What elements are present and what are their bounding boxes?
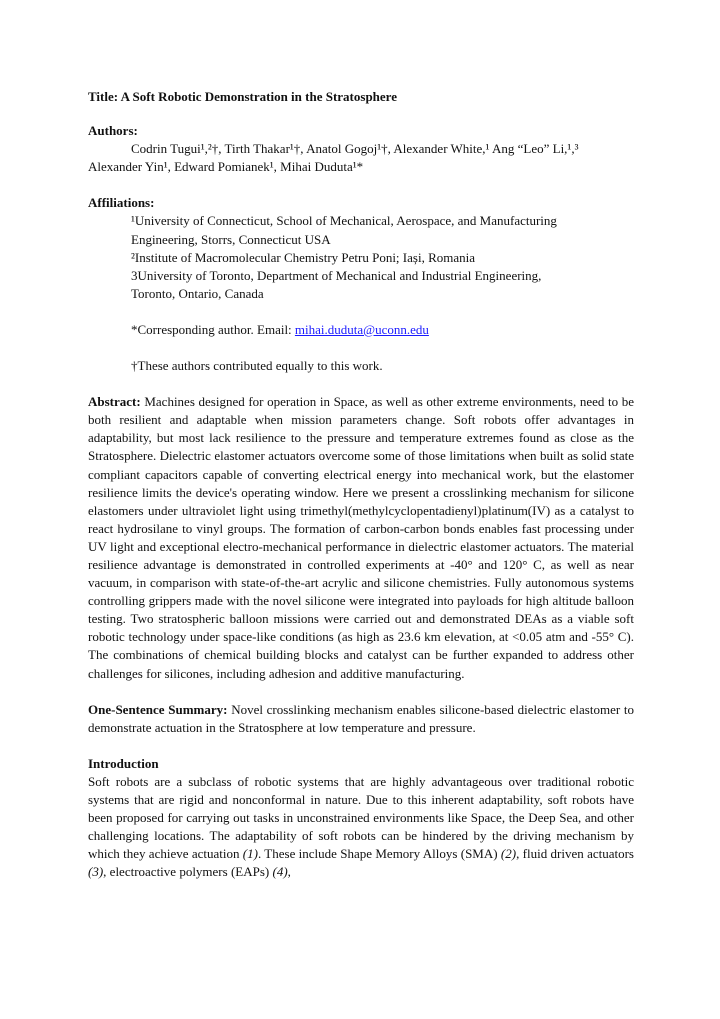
- affiliation-3-cont: Toronto, Ontario, Canada: [131, 285, 264, 301]
- summary-heading: One-Sentence Summary:: [88, 701, 228, 717]
- introduction-section: [88, 755, 634, 882]
- authors-heading: Authors:: [88, 123, 138, 139]
- introduction-heading: Introduction: [88, 755, 159, 771]
- affiliation-3: 3University of Toronto, Department of Mechanical and Industrial Engineering,: [131, 267, 542, 283]
- equal-contribution-note: †These authors contributed equally to this work.: [131, 358, 383, 374]
- email-link[interactable]: mihai.duduta@uconn.edu: [294, 321, 429, 337]
- paper-page: [88, 88, 634, 881]
- citation-4: (4): [272, 864, 288, 880]
- affiliation-2: ²Institute of Macromolecular Chemistry Petru Poni; Iași, Romania: [131, 249, 475, 265]
- affiliations-heading: Affiliations:: [88, 195, 155, 211]
- intro-text-e: ,: [287, 864, 291, 880]
- authors-section: [88, 122, 634, 176]
- intro-text-a: Soft robots are a subclass of robotic systems that are highly advantageous over traditional robotic systems that are rigid and nonconformal in nature. Due to this inherent adaptability, soft robots have been proposed for carrying out tasks in unconstrained environments like Space, the Deep Sea, and other challenging locations. The adaptability of soft robots can be hindered by the driving mechanism by which they achieve actuation: [88, 773, 634, 862]
- affiliation-1: ¹University of Connecticut, School of Mechanical, Aerospace, and Manufacturing: [131, 213, 557, 229]
- intro-text-c: , fluid driven actuators: [516, 846, 634, 862]
- citation-1: (1): [242, 846, 258, 862]
- citation-2: (2): [500, 846, 517, 862]
- affiliations-section: [88, 194, 634, 375]
- summary-text: Novel crosslinking mechanism enables silicone-based dielectric elastomer to demonstrate actuation in the Stratosphere at low temperature and pressure.: [88, 701, 635, 735]
- authors-line-1: Codrin Tugui¹,²†, Tirth Thakar¹†, Anatol Gogoj¹†, Alexander White,¹ Ang “Leo” Li,¹,³: [131, 141, 579, 157]
- citation-3: (3): [88, 864, 104, 880]
- corresponding-author: [88, 321, 634, 339]
- summary-section: [88, 701, 634, 737]
- affiliation-1-cont: Engineering, Storrs, Connecticut USA: [131, 231, 331, 247]
- introduction-text: [88, 773, 634, 882]
- corresponding-label: *Corresponding author. Email:: [131, 321, 295, 337]
- intro-text-d: , electroactive polymers (EAPs): [103, 864, 273, 880]
- abstract-text: Machines designed for operation in Space, as well as other extreme environments, need to be both resilient and adaptable when mission parameters change. Soft robots offer advantages in adaptability, but most lack resilience to the pressure and temperature extremes found as close as the Stratosphere. Dielectric elastomer actuators overcome some of those limitations when built as solid state compliant capacitors capable of converting electrical energy into mechanical work, but the elastomer resilience limits the device's operating window. Here we present a crosslinking mechanism for silicone elastomers under ultraviolet light using trimethyl(methylcyclopentadienyl)platinum(IV) as a catalyst to react hydrosilane to vinyl groups. The formation of carbon-carbon bonds enables fast processing under UV light and exceptional electro-mechanical performance in dielectric elastomer actuators. The material resilience advantage is demonstrated in controlled experiments at -40° and 120° C, as well as near vacuum, in comparison with state-of-the-art acrylic and silicone chemistries. Fully autonomous systems controlling grippers made with the novel silicone were integrated into payloads for high altitude balloon testing. Two stratospheric balloon missions were carried out and demonstrated DEAs as a viable soft robotic technology under space-like conditions (as high as 23.6 km elevation, at <0.05 atm and -55° C). The combinations of chemical building blocks and catalyst can be further expanded to address other challenges for silicones, including adhesion and additive manufacturing.: [88, 394, 635, 681]
- abstract-heading: Abstract:: [88, 394, 141, 410]
- abstract-section: [88, 393, 634, 683]
- paper-title: Title: A Soft Robotic Demonstration in the Stratosphere: [88, 89, 397, 104]
- authors-line-2: Alexander Yin¹, Edward Pomianek¹, Mihai Duduta¹*: [88, 159, 364, 175]
- intro-text-b: . These include Shape Memory Alloys (SMA): [257, 846, 501, 862]
